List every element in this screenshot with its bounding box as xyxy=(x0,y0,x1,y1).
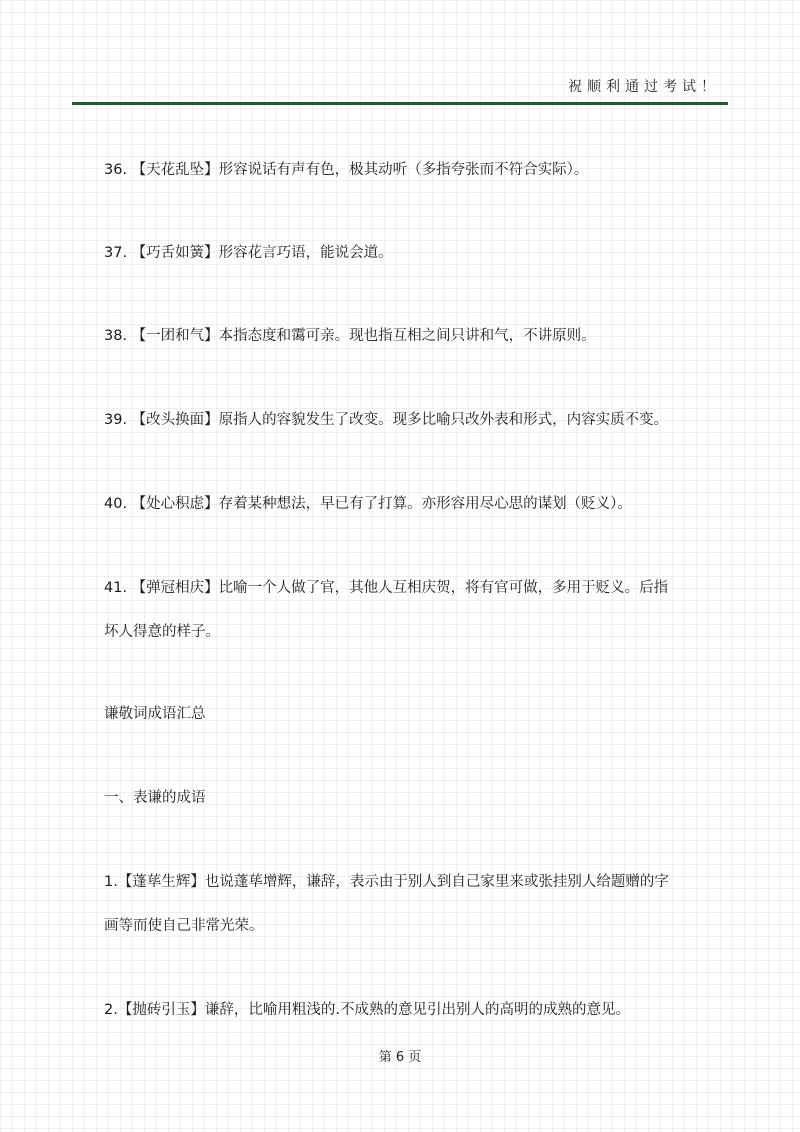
section-title: 谦敬词成语汇总 xyxy=(104,706,206,722)
page-number: 第 6 页 xyxy=(378,1050,422,1065)
idiom-item-41-line-2: 坏人得意的样子。 xyxy=(104,624,220,640)
header-slogan: 祝顺利通过考试！ xyxy=(568,79,720,95)
humble-idiom-1-line-2: 画等而使自己非常光荣。 xyxy=(104,918,264,934)
idiom-item-40: 40. 【处心积虑】存着某种想法，早已有了打算。亦形容用尽心思的谋划（贬义）。 xyxy=(104,496,632,512)
subsection-title: 一、表谦的成语 xyxy=(104,790,206,806)
idiom-item-38: 38. 【一团和气】本指态度和霭可亲。现也指互相之间只讲和气，不讲原则。 xyxy=(104,328,596,344)
humble-idiom-1-line-1: 1.【蓬荜生辉】也说蓬荜增辉，谦辞，表示由于别人到自己家里来或张挂别人给题赠的字 xyxy=(104,874,669,890)
idiom-item-37: 37. 【巧舌如簧】形容花言巧语，能说会道。 xyxy=(104,245,393,261)
humble-idiom-2: 2.【抛砖引玉】谦辞，比喻用粗浅的.不成熟的意见引出别人的高明的成熟的意见。 xyxy=(104,1002,630,1018)
idiom-item-41-line-1: 41. 【弹冠相庆】比喻一个人做了官，其他人互相庆贺，将有官可做，多用于贬义。后指 xyxy=(104,580,669,596)
idiom-item-36: 36. 【天花乱坠】形容说话有声有色，极其动听（多指夸张而不符合实际）。 xyxy=(104,162,589,178)
idiom-item-39: 39. 【改头换面】原指人的容貌发生了改变。现多比喻只改外表和形式，内容实质不变。 xyxy=(104,412,669,428)
page-header xyxy=(72,76,728,105)
